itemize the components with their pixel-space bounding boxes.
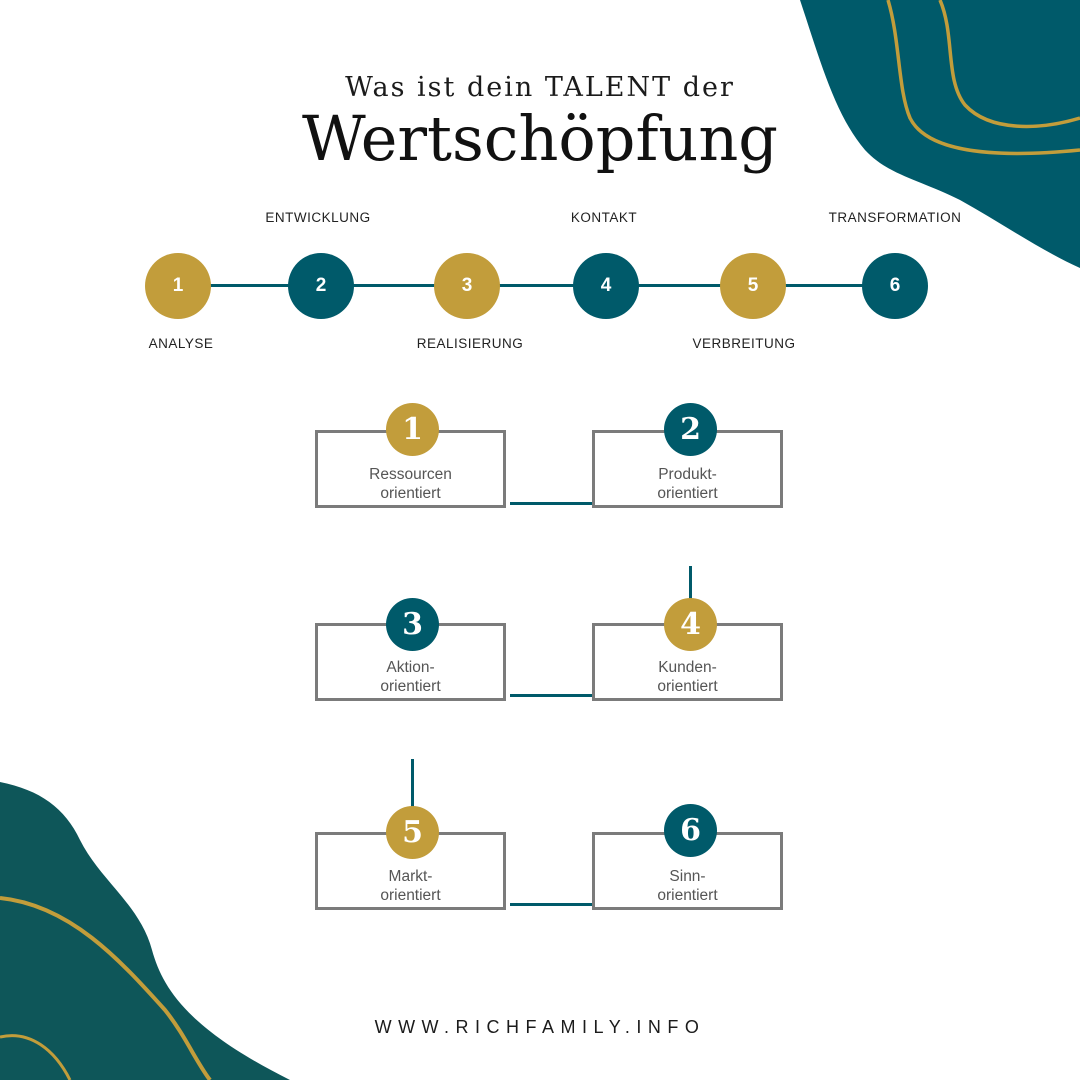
timeline-step-3-circle: 3 <box>434 253 500 319</box>
connector-5-6 <box>510 903 594 906</box>
orientation-badge-2: 2 <box>664 403 717 456</box>
timeline-step-2-label: ENTWICKLUNG <box>265 210 371 225</box>
orientation-box-1-line2: orientiert <box>380 485 441 502</box>
timeline-step-4-circle: 4 <box>573 253 639 319</box>
orientation-box-4-line2: orientiert <box>657 678 718 695</box>
orientation-box-2-text <box>595 465 780 503</box>
orientation-badge-1: 1 <box>386 403 439 456</box>
orientation-box-6-line1: Sinn- <box>669 868 706 885</box>
orientation-box-1-text <box>318 465 503 503</box>
timeline-step-1-circle: 1 <box>145 253 211 319</box>
orientation-box-5-line1: Markt- <box>388 868 433 885</box>
connector-1-2 <box>510 502 594 505</box>
orientation-box-4-line1: Kunden- <box>658 659 717 676</box>
orientation-badge-3: 3 <box>386 598 439 651</box>
timeline-step-1-label: ANALYSE <box>148 336 214 351</box>
page-title: Wertschöpfung <box>302 102 778 175</box>
timeline-step-4-label: KONTAKT <box>570 210 638 225</box>
connector-3-4 <box>510 694 594 697</box>
timeline-step-2-circle: 2 <box>288 253 354 319</box>
orientation-box-3-line2: orientiert <box>380 678 441 695</box>
orientation-badge-5: 5 <box>386 806 439 859</box>
connector-3-5 <box>411 759 414 807</box>
orientation-box-2-line2: orientiert <box>657 485 718 502</box>
orientation-box-5-line2: orientiert <box>380 887 441 904</box>
orientation-box-1-line1: Ressourcen <box>369 466 452 483</box>
orientation-box-6-line2: orientiert <box>657 887 718 904</box>
timeline-step-3-label: REALISIERUNG <box>416 336 524 351</box>
timeline-step-6-label: TRANSFORMATION <box>828 210 962 225</box>
footer-website: WWW.RICHFAMILY.INFO <box>374 1017 706 1037</box>
orientation-badge-4: 4 <box>664 598 717 651</box>
timeline-step-5-circle: 5 <box>720 253 786 319</box>
orientation-box-3-text <box>318 658 503 696</box>
timeline-step-6-circle: 6 <box>862 253 928 319</box>
timeline-connector-line <box>178 284 895 287</box>
orientation-badge-6: 6 <box>664 804 717 857</box>
orientation-box-3-line1: Aktion- <box>386 659 435 676</box>
orientation-box-5-text <box>318 867 503 905</box>
title-intro: Was ist dein TALENT der <box>345 72 735 103</box>
orientation-box-6-text <box>595 867 780 905</box>
orientation-box-4-text <box>595 658 780 696</box>
timeline-step-5-label: VERBREITUNG <box>692 336 796 351</box>
orientation-box-2-line1: Produkt- <box>658 466 717 483</box>
